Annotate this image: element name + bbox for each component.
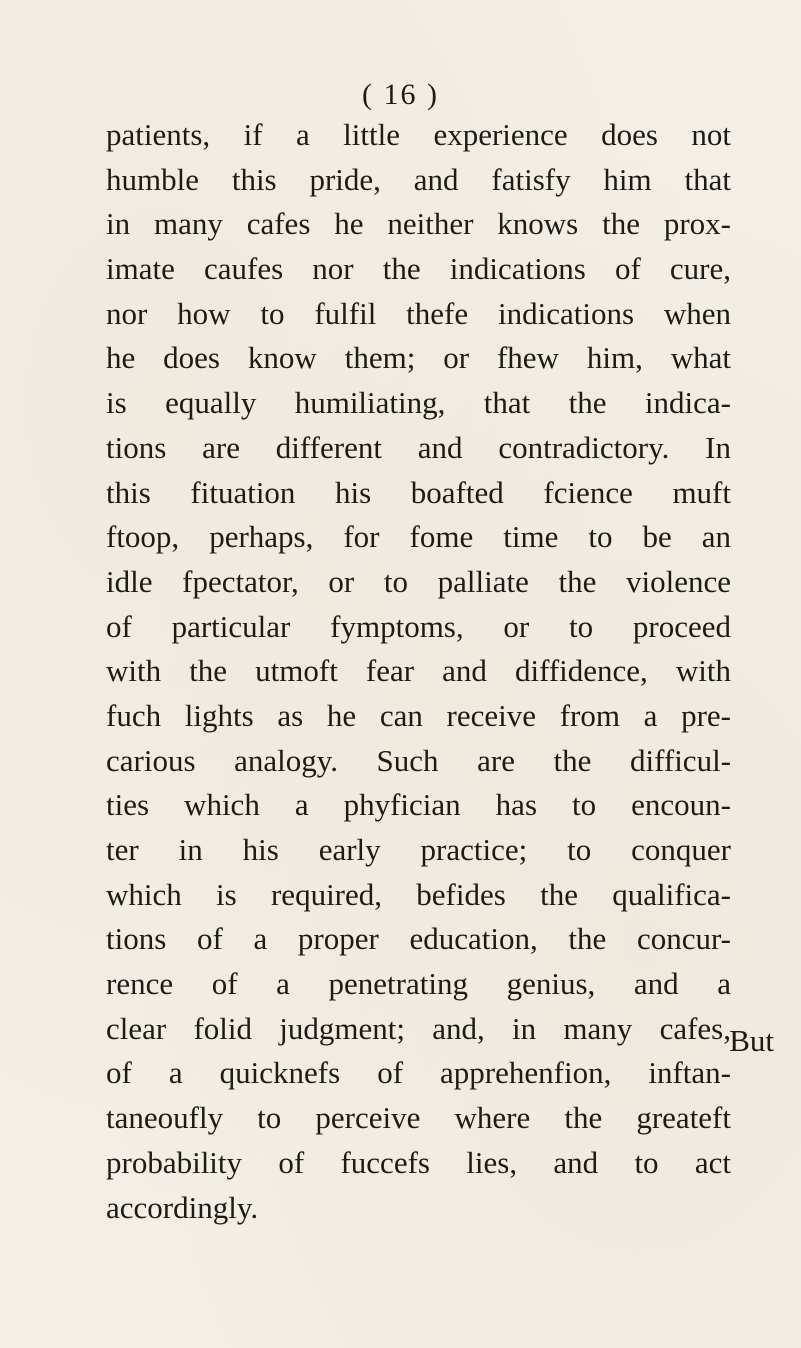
text-line: ftoop, perhaps, for fome time to be an — [106, 519, 731, 555]
text-line: tions are different and contradictory. In — [106, 429, 731, 465]
page-number: ( 16 ) — [362, 78, 439, 111]
text-line: fuch lights as he can receive from a pre- — [106, 697, 731, 733]
catchword: But — [729, 1023, 774, 1058]
text-line: rence of a penetrating genius, and a — [106, 966, 731, 1002]
text-line: is equally humiliating, that the indica- — [106, 385, 731, 421]
text-line: with the utmoft fear and diffidence, with — [106, 653, 731, 689]
text-line: imate caufes nor the indications of cure, — [106, 251, 731, 287]
text-line: humble this pride, and fatisfy him that — [106, 161, 731, 197]
text-line: taneoufly to perceive where the greateft — [106, 1100, 731, 1136]
text-line: ties which a phyfician has to encoun- — [106, 787, 731, 823]
text-line: probability of fuccefs lies, and to act — [106, 1144, 731, 1180]
text-line: in many cafes he neither knows the prox- — [106, 206, 731, 242]
text-line: of particular fymptoms, or to proceed — [106, 608, 731, 644]
body-text — [106, 113, 731, 1230]
text-line: which is required, befides the qualifica- — [106, 876, 731, 912]
text-line: clear folid judgment; and, in many cafes, — [106, 1010, 731, 1046]
text-line: he does know them; or fhew him, what — [106, 340, 731, 376]
text-line: patients, if a little experience does not — [106, 117, 731, 152]
text-line: of a quicknefs of apprehenfion, inftan- — [106, 1055, 731, 1091]
text-line: this fituation his boafted fcience muft — [106, 474, 731, 510]
text-line: carious analogy. Such are the difficul- — [106, 742, 731, 778]
text-line: nor how to fulfil thefe indications when — [106, 295, 731, 331]
text-line: ter in his early practice; to conquer — [106, 832, 731, 867]
text-line: tions of a proper education, the concur- — [106, 921, 731, 957]
text-line: accordingly. — [106, 1189, 259, 1225]
text-line: idle fpectator, or to palliate the violence — [106, 563, 731, 599]
